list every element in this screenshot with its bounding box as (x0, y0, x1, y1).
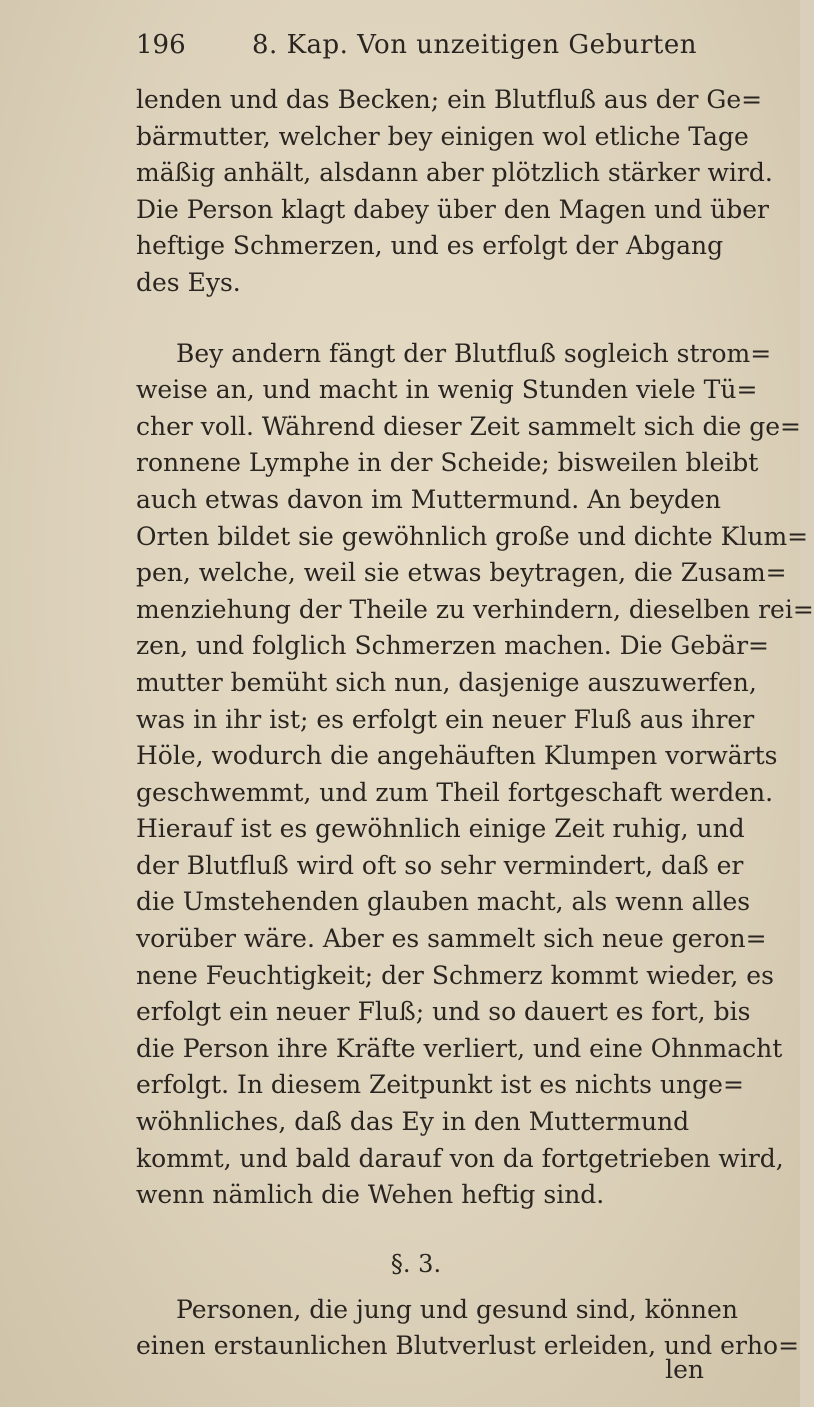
page-header (136, 30, 696, 70)
text-line: Die Person klagt dabey über den Magen und über (136, 194, 769, 224)
text-line: kommt, und bald darauf von da fortgetrieben wird, (136, 1143, 784, 1173)
running-title: 8. Kap. Von unzeitigen Geburten (252, 30, 697, 60)
page-number: 196 (136, 30, 186, 60)
text-line: des Eys. (136, 267, 241, 297)
text-line: ronnene Lymphe in der Scheide; bisweilen bleibt (136, 448, 759, 478)
text-line: Personen, die jung und gesund sind, können (176, 1294, 738, 1324)
text-line: erfolgt. In diesem Zeitpunkt ist es nichts unge= (136, 1070, 744, 1100)
text-line: erfolgt ein neuer Fluß; und so dauert es fort, bis (136, 997, 751, 1027)
text-line: nene Feuchtigkeit; der Schmerz kommt wieder, es (136, 960, 774, 990)
text-line: lenden und das Becken; ein Blutfluß aus der Ge= (136, 85, 763, 114)
text-line: heftige Schmerzen, und es erfolgt der Abgang (136, 231, 724, 261)
text-line: mäßig anhält, alsdann aber plötzlich stärker wird. (136, 158, 773, 188)
text-line: menziehung der Theile zu verhindern, dieselben rei= (136, 594, 814, 624)
paragraph-3 (136, 1292, 800, 1365)
text-line: zen, und folglich Schmerzen machen. Die Gebär= (136, 631, 770, 661)
text-line: die Person ihre Kräfte verliert, und eine Ohnmacht (136, 1033, 783, 1063)
catchword: len (665, 1355, 704, 1384)
text-line: mutter bemüht sich nun, dasjenige auszuwerfen, (136, 667, 757, 697)
text-line: Bey andern fängt der Blutfluß sogleich strom= (176, 338, 772, 368)
text-line: pen, welche, weil sie etwas beytragen, die Zusam= (136, 558, 787, 588)
text-line: cher voll. Während dieser Zeit sammelt sich die ge= (136, 411, 801, 441)
text-line: geschwemmt, und zum Theil fortgeschaft werden. (136, 777, 774, 807)
paragraph-gap (136, 302, 696, 336)
paragraph-1 (136, 82, 773, 302)
paragraph-2 (136, 336, 814, 1214)
section-heading: §. 3. (390, 1249, 442, 1278)
text-line: wenn nämlich die Wehen heftig sind. (136, 1180, 605, 1210)
text-line: Höle, wodurch die angehäuften Klumpen vorwärts (136, 741, 778, 771)
text-line: einen erstaunlichen Blutverlust erleiden, und erho= (136, 1331, 800, 1361)
text-line: Hierauf ist es gewöhnlich einige Zeit ruhig, und (136, 814, 745, 844)
text-line: vorüber wäre. Aber es sammelt sich neue geron= (136, 924, 767, 954)
text-line: auch etwas davon im Muttermund. An beyden (136, 484, 722, 514)
text-line: Orten bildet sie gewöhnlich große und dichte Klum= (136, 521, 809, 551)
text-line: der Blutfluß wird oft so sehr vermindert, daß er (136, 850, 744, 880)
text-line: wöhnliches, daß das Ey in den Muttermund (136, 1107, 690, 1137)
text-line: was in ihr ist; es erfolgt ein neuer Fluß aus ihrer (136, 704, 755, 734)
text-line: die Umstehenden glauben macht, als wenn alles (136, 887, 751, 917)
text-line: bärmutter, welcher bey einigen wol etliche Tage (136, 121, 749, 151)
page-body (136, 82, 814, 1365)
text-line: weise an, und macht in wenig Stunden viele Tü= (136, 375, 758, 405)
